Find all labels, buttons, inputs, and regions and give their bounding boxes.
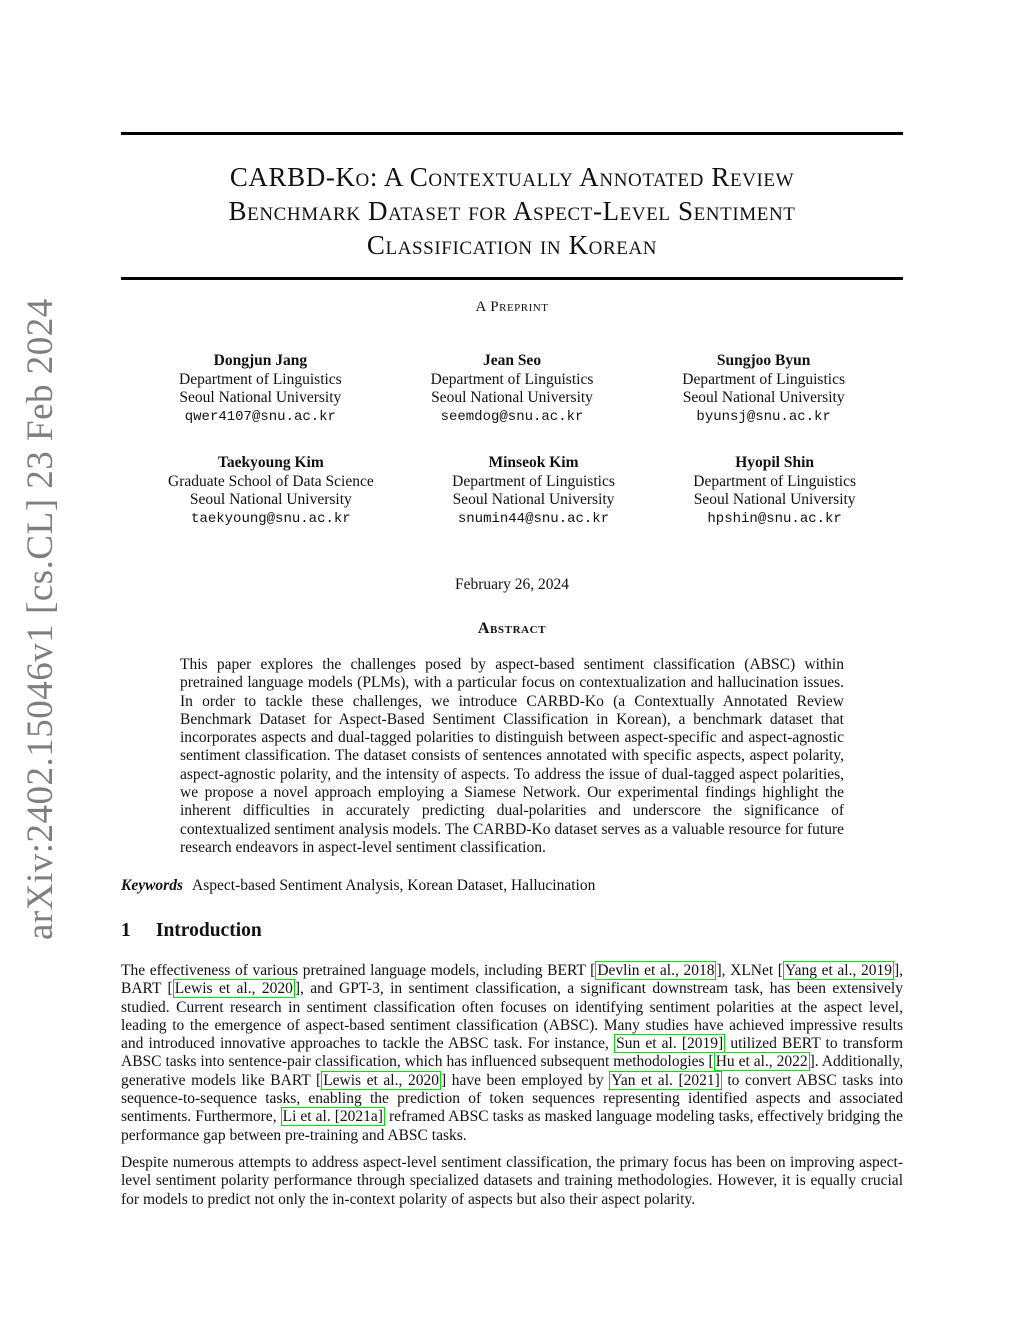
keywords-line	[121, 877, 903, 895]
section-title: Introduction	[155, 920, 262, 941]
author-university: Seoul National University	[693, 491, 856, 508]
author-email[interactable]: taekyoung@snu.ac.kr	[191, 510, 351, 527]
paragraph-text: ], and GPT-3, in sentiment classification, a significant downstream task, has been extensively studied. Current research in sentiment classification often focuses on identifying sentiment polarities at the aspect level, leading to the emergence of aspect-based sentiment classification (ABSC). Many studies have achieved impressive results and introduced innovative approaches to tackle the ABSC task. For instance,	[121, 980, 903, 1053]
paragraph-text: ], BART [	[121, 962, 903, 998]
paragraph-text: to convert ABSC tasks into sequence-to-sequence tasks, enabling the prediction of token sequences representing identified aspects and associated sentiments. Furthermore,	[121, 1071, 903, 1126]
citation-link[interactable]: Yan et al. [2021]	[611, 1071, 720, 1089]
title-line-3: Classification in Korean	[366, 230, 658, 260]
title-line-1: CARBD-Ko: A Contextually Annotated Review	[229, 162, 795, 192]
citation-link[interactable]: Devlin et al., 2018	[597, 962, 715, 979]
author-name: Sungjoo Byun	[716, 352, 811, 369]
keywords-label: Keywords	[121, 877, 183, 894]
author-department: Graduate School of Data Science	[168, 472, 374, 490]
paragraph-text: utilized BERT to transform ABSC tasks into sentence-pair classification, which has influenced subsequent methodologies [	[121, 1035, 904, 1071]
citation-link[interactable]: Hu et al., 2022	[715, 1053, 808, 1071]
author-email[interactable]: snumin44@snu.ac.kr	[457, 510, 610, 527]
paragraph-text: reframed ABSC tasks as masked language modeling tasks, effectively bridging the performance gap between pre-training and ABSC tasks.	[121, 1108, 903, 1144]
section-heading-introduction	[121, 920, 903, 942]
title-line-2: Benchmark Dataset for Aspect-Level Sentiment	[228, 196, 796, 226]
author-department: Department of Linguistics	[693, 472, 856, 490]
title-bottom-rule	[121, 277, 903, 280]
author-university: Seoul National University	[452, 491, 615, 508]
citation-link[interactable]: Li et al. [2021a]	[282, 1108, 383, 1126]
author-name: Minseok Kim	[488, 454, 579, 471]
citation-link[interactable]: Lewis et al., 2020	[174, 980, 293, 998]
author-email[interactable]: qwer4107@snu.ac.kr	[184, 408, 336, 425]
paragraph-text: The effectiveness of various pretrained language models, including BERT [	[121, 962, 596, 979]
author-name: Dongjun Jang	[213, 352, 308, 369]
abstract-heading: Abstract	[477, 620, 547, 637]
author-email[interactable]: byunsj@snu.ac.kr	[696, 408, 831, 425]
author-university: Seoul National University	[179, 389, 342, 406]
arxiv-identifier: arXiv:2402.15046v1 [cs.CL] 23 Feb 2024	[20, 298, 61, 940]
author-email[interactable]: hpshin@snu.ac.kr	[707, 510, 842, 527]
author-university: Seoul National University	[431, 389, 593, 406]
author-name: Taekyoung Kim	[217, 454, 324, 471]
author-name: Hyopil Shin	[735, 454, 815, 471]
author-university: Seoul National University	[682, 389, 845, 406]
author-department: Department of Linguistics	[179, 370, 342, 388]
paragraph-text: ], XLNet [	[716, 962, 783, 979]
paper-title	[121, 160, 903, 262]
abstract-body: This paper explores the challenges posed by aspect-based sentiment classification (ABSC) within pretrained language models (PLMs), with a particular focus on contextualization and hallucination issues. In order to tackle these challenges, we introduce CARBD-Ko (a Contextually Annotated Review Benchmark Dataset for Aspect-Based Sentiment Classification in Korean), a benchmark dataset that incorporates aspects and dual-tagged polarities to distinguish between aspect-specific and aspect-agnostic sentiment classification. The dataset consists of sentences annotated with specific aspects, aspect polarity, aspect-agnostic polarity, and the intensity of aspects. To address the issue of dual-tagged aspect polarities, we propose a novel approach employing a Siamese Network. Our experimental findings highlight the inherent difficulties in accurately predicting dual-polarities and underscore the significance of contextualized sentiment analysis models. The CARBD-Ko dataset serves as a valuable resource for future research endeavors in aspect-level sentiment classification.	[180, 656, 844, 856]
keywords-text: Aspect-based Sentiment Analysis, Korean Dataset, Hallucination	[192, 877, 596, 894]
author-department: Department of Linguistics	[430, 370, 594, 388]
intro-paragraph-2: Despite numerous attempts to address aspect-level sentiment classification, the primary focus has been on improving aspect-level sentiment polarity performance through specialized datasets and training methodologies. However, it is equally crucial for models to predict not only the in-context polarity of aspects but also their aspect polarity.	[121, 1154, 903, 1208]
paragraph-text: ]. Additionally, generative models like BART [	[121, 1053, 903, 1089]
citation-link[interactable]: Yang et al., 2019	[784, 962, 892, 979]
intro-paragraph-1	[121, 962, 903, 1145]
authors-row-1	[121, 352, 903, 426]
author-block	[431, 352, 594, 426]
section-number: 1	[121, 920, 131, 941]
authors-row-2	[121, 454, 903, 528]
author-name: Jean Seo	[482, 352, 542, 369]
citation-link[interactable]: Lewis et al., 2020	[323, 1071, 439, 1089]
paragraph-text: ] have been employed by	[440, 1071, 610, 1089]
citation-link[interactable]: Sun et al. [2019]	[616, 1035, 724, 1053]
author-block	[168, 454, 374, 528]
author-block	[682, 352, 845, 426]
author-university: Seoul National University	[189, 491, 352, 508]
preprint-label: A Preprint	[475, 299, 549, 315]
author-department: Department of Linguistics	[452, 472, 615, 490]
author-department: Department of Linguistics	[682, 370, 845, 388]
publication-date: February 26, 2024	[454, 576, 570, 593]
author-block	[693, 454, 856, 528]
author-block	[179, 352, 342, 426]
author-email[interactable]: seemdog@snu.ac.kr	[440, 408, 584, 425]
title-top-rule	[121, 132, 903, 135]
author-block	[452, 454, 615, 528]
